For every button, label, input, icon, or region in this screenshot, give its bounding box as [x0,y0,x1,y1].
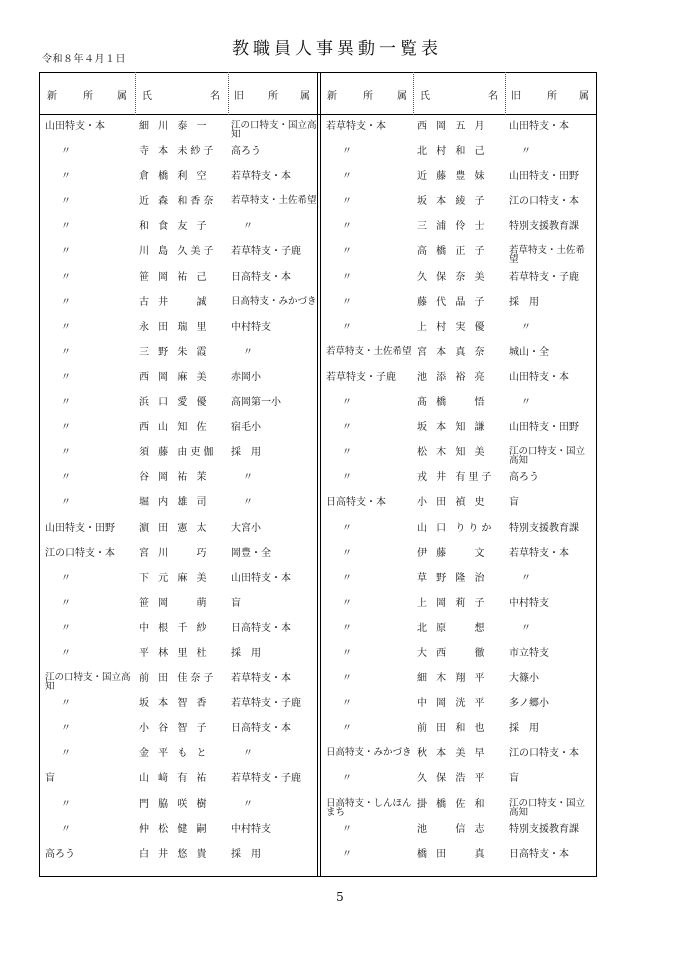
new-post-right: 〃 [342,146,352,158]
old-post-right: 江の口特支・国立高知 [509,446,586,467]
old-post-right: 若草特支・土佐希望 [509,245,586,266]
staff-name-right: 宮 本 真 奈 [417,346,488,358]
new-post-right: 〃 [342,472,352,484]
old-post-left: 採 用 [231,447,261,459]
new-post-left: 〃 [61,572,71,584]
staff-name-right: 坂 本 知 謙 [417,422,488,434]
old-post-right: 若草特支・本 [509,547,569,559]
staff-name-right: 久 保 浩 平 [417,773,488,785]
new-post-right: 〃 [342,296,352,308]
old-post-right: 市立特支 [509,647,549,659]
header-name-left: 氏 名 [142,91,220,102]
old-post-right: 特別支援教育課 [509,221,579,233]
header-sep [413,72,414,115]
table-row [39,369,597,394]
old-post-right: 〃 [521,572,531,584]
staff-name-left: 門 脇 咲 樹 [139,798,210,810]
new-post-left: 〃 [61,748,71,760]
staff-name-right: 池 添 裕 亮 [417,371,488,383]
staff-name-left: 寺 本 未紗子 [139,146,217,158]
old-post-right: 採 用 [509,723,539,735]
header-old-right: 旧 所 属 [511,91,589,102]
staff-name-left: 浜 口 愛 優 [139,397,210,409]
new-post-left: 江の口特支・本 [45,547,115,559]
old-post-right: 高ろう [509,472,539,484]
table-row [39,469,597,494]
old-post-left: 若草特支・子鹿 [231,698,301,710]
old-post-left: 高岡第一小 [231,397,281,409]
table-row [39,319,597,344]
new-post-left: 〃 [61,196,71,208]
old-post-left: 日高特支・本 [231,622,291,634]
staff-name-left: 谷 岡 祐 茉 [139,472,210,484]
new-post-left: 〃 [61,497,71,509]
new-post-right: 〃 [342,171,352,183]
staff-name-left: 堀 内 雄 司 [139,497,210,509]
new-post-right: 若草特支・本 [326,121,386,132]
staff-name-right: 坂 本 綾 子 [417,196,488,208]
header-name-right: 氏 名 [420,91,498,102]
new-post-left: 山田特支・本 [45,121,105,132]
table-row [39,520,597,545]
staff-name-left: 小 谷 智 子 [139,723,210,735]
new-post-left: 〃 [61,271,71,283]
new-post-left: 〃 [61,146,71,158]
staff-name-left: 山 﨑 有 祐 [139,773,210,785]
old-post-right: 〃 [521,622,531,634]
old-post-left: 山田特支・本 [231,572,291,584]
table-row [39,670,597,695]
new-post-left: 高ろう [45,848,75,860]
staff-name-right: 小 田 禎 史 [417,497,488,509]
old-post-left: 採 用 [231,647,261,659]
staff-name-left: 和 食 友 子 [139,221,210,233]
staff-name-left: 平 林 里 杜 [139,647,210,659]
old-post-left: 若草特支・土佐希望 [231,195,317,207]
old-post-left: 〃 [243,748,253,760]
staff-name-left: 須 藤 由吏伽 [139,447,217,459]
old-post-right: 日高特支・本 [509,848,569,860]
new-post-right: 〃 [342,522,352,534]
staff-name-left: 中 根 千 紗 [139,622,210,634]
old-post-left: 盲 [231,597,241,609]
old-post-left: 〃 [243,472,253,484]
new-post-right: 〃 [342,698,352,710]
table-row [39,821,597,846]
header-sep [228,72,229,115]
old-post-right: 城山・全 [509,346,549,358]
table-row [39,745,597,770]
staff-name-right: 細 木 翔 平 [417,673,488,685]
new-post-right: 〃 [342,673,352,685]
old-post-right: 盲 [509,497,519,509]
table-row [39,720,597,745]
table-row [39,444,597,469]
table-row [39,796,597,821]
new-post-right: 〃 [342,196,352,208]
table-row [39,570,597,595]
new-post-left: 〃 [61,422,71,434]
old-post-left: 若草特支・子鹿 [231,246,301,258]
new-post-right: 〃 [342,422,352,434]
old-post-right: 特別支援教育課 [509,823,579,835]
old-post-right: 盲 [509,773,519,785]
staff-name-left: 西 岡 麻 美 [139,371,210,383]
new-post-right: 〃 [342,447,352,459]
new-post-left: 〃 [61,171,71,183]
staff-name-right: 北 村 和 己 [417,146,488,158]
old-post-right: 大篠小 [509,673,539,685]
staff-name-right: 橋 田 真 [417,848,488,860]
new-post-right: 〃 [342,723,352,735]
staff-name-left: 川 島 久美子 [139,246,217,258]
table-row [39,494,597,519]
staff-name-right: 中 岡 洸 平 [417,698,488,710]
new-post-right: 日高特支・みかづき [326,747,412,759]
new-post-left: 〃 [61,296,71,308]
old-post-right: 〃 [521,397,531,409]
header-new-right: 新 所 属 [327,91,407,102]
staff-name-left: 仲 松 健 嗣 [139,823,210,835]
new-post-left: 〃 [61,447,71,459]
old-post-left: 高ろう [231,146,261,158]
staff-name-left: 白 井 悠 貴 [139,848,210,860]
header-sep [505,72,506,115]
staff-name-right: 伊 藤 文 [417,547,488,559]
old-post-left: 若草特支・本 [231,673,291,685]
staff-name-right: 掛 橋 佐 和 [417,798,488,810]
staff-name-left: 近 森 和香奈 [139,196,217,208]
staff-name-left: 濵 田 憲 太 [139,522,210,534]
table-row [39,193,597,218]
new-post-right: 〃 [342,271,352,283]
staff-name-left: 金 平 も と [139,748,210,760]
old-post-right: 特別支援教育課 [509,522,579,534]
staff-name-right: 高 橋 正 子 [417,246,488,258]
old-post-left: 日高特支・本 [231,271,291,283]
new-post-left: 〃 [61,371,71,383]
staff-name-left: 西 山 知 佐 [139,422,210,434]
table-row [39,770,597,795]
staff-name-right: 秋 本 美 早 [417,748,488,760]
new-post-left: 山田特支・田野 [45,522,115,534]
old-post-right: 山田特支・田野 [509,422,579,434]
staff-name-left: 坂 本 智 香 [139,698,210,710]
new-post-left: 〃 [61,346,71,358]
old-post-left: 採 用 [231,848,261,860]
staff-name-left: 笹 岡 祐 己 [139,271,210,283]
old-post-left: 日高特支・みかづき [231,295,317,307]
new-post-left: 〃 [61,246,71,258]
table-row [39,419,597,444]
personnel-table [39,118,597,871]
new-post-right: 〃 [342,321,352,333]
new-post-left: 〃 [61,723,71,735]
new-post-left: 〃 [61,798,71,810]
old-post-left: 宿毛小 [231,422,261,434]
staff-name-left: 笹 岡 萌 [139,597,210,609]
old-post-right: 江の口特支・国立高知 [509,797,586,818]
table-row [39,294,597,319]
staff-name-right: 藤 代 晶 子 [417,296,488,308]
staff-name-right: 近 藤 豊 妹 [417,171,488,183]
table-row [39,243,597,268]
old-post-right: 〃 [521,146,531,158]
staff-name-right: 草 野 隆 治 [417,572,488,584]
staff-name-right: 北 原 想 [417,622,488,634]
new-post-right: 〃 [342,622,352,634]
old-post-right: 〃 [521,321,531,333]
staff-name-right: 久 保 奈 美 [417,271,488,283]
table-row [39,620,597,645]
staff-name-right: 上 岡 莉 子 [417,597,488,609]
table-row [39,218,597,243]
staff-name-right: 松 木 知 美 [417,447,488,459]
new-post-left: 〃 [61,622,71,634]
table-row [39,344,597,369]
staff-name-left: 細 川 泰 一 [139,121,210,132]
staff-name-right: 上 村 実 優 [417,321,488,333]
old-post-right: 山田特支・本 [509,121,569,132]
staff-name-left: 宮 川 巧 [139,547,210,559]
table-row [39,394,597,419]
new-post-left: 〃 [61,472,71,484]
old-post-right: 中村特支 [509,597,549,609]
old-post-left: 江の口特支・国立高知 [231,120,317,140]
table-row [39,143,597,168]
staff-name-right: 前 田 和 也 [417,723,488,735]
staff-name-right: 西 岡 五 月 [417,121,488,132]
old-post-left: 〃 [243,497,253,509]
staff-name-left: 古 井 誠 [139,296,210,308]
staff-name-left: 下 元 麻 美 [139,572,210,584]
header-rule [39,114,597,115]
new-post-left: 〃 [61,823,71,835]
new-post-left: 〃 [61,647,71,659]
table-row [39,645,597,670]
page-number: 5 [336,890,344,904]
old-post-left: 〃 [243,346,253,358]
document-date: 令和８年４月１日 [42,54,126,65]
new-post-left: 〃 [61,321,71,333]
old-post-right: 若草特支・子鹿 [509,271,579,283]
old-post-right: 江の口特支・本 [509,196,579,208]
table-row [39,269,597,294]
old-post-right: 採 用 [509,296,539,308]
new-post-left: 〃 [61,597,71,609]
staff-name-left: 倉 橋 利 空 [139,171,210,183]
table-row [39,118,597,143]
new-post-left: 江の口特支・国立高知 [45,672,131,693]
staff-name-right: 池 信 志 [417,823,488,835]
new-post-right: 日高特支・しんほんまち [326,797,412,818]
new-post-right: 〃 [342,823,352,835]
table-row [39,695,597,720]
old-post-left: 中村特支 [231,321,271,333]
old-post-left: 日高特支・本 [231,723,291,735]
new-post-right: 〃 [342,597,352,609]
staff-name-right: 戎 井 有里子 [417,472,495,484]
staff-name-right: 三 浦 伶 士 [417,221,488,233]
header-old-left: 旧 所 属 [234,91,310,102]
new-post-right: 〃 [342,246,352,258]
old-post-left: 赤岡小 [231,371,261,383]
staff-name-left: 前 田 佳奈子 [139,673,217,685]
old-post-left: 若草特支・子鹿 [231,773,301,785]
table-row [39,545,597,570]
new-post-right: 〃 [342,647,352,659]
old-post-left: 若草特支・本 [231,171,291,183]
table-row [39,846,597,871]
old-post-left: 岡豊・全 [231,547,271,559]
new-post-left: 〃 [61,221,71,233]
staff-name-right: 山 口 りりか [417,522,495,534]
old-post-left: 中村特支 [231,823,271,835]
header-new-left: 新 所 属 [47,91,127,102]
new-post-left: 盲 [45,773,55,785]
new-post-right: 〃 [342,221,352,233]
old-post-right: 多ノ郷小 [509,698,549,710]
staff-name-right: 髙 橋 悟 [417,397,488,409]
old-post-right: 江の口特支・本 [509,748,579,760]
new-post-right: 若草特支・子鹿 [326,371,396,383]
old-post-right: 山田特支・本 [509,371,569,383]
staff-name-right: 大 西 徹 [417,647,488,659]
page-title: 教職員人事異動一覧表 [232,39,442,59]
old-post-left: 〃 [243,221,253,233]
new-post-right: 〃 [342,572,352,584]
new-post-right: 〃 [342,397,352,409]
new-post-right: 日高特支・本 [326,497,386,509]
table-row [39,595,597,620]
new-post-left: 〃 [61,698,71,710]
staff-name-left: 三 野 朱 霞 [139,346,210,358]
new-post-right: 〃 [342,848,352,860]
old-post-right: 山田特支・田野 [509,171,579,183]
header-sep [135,72,136,115]
table-row [39,168,597,193]
new-post-right: 〃 [342,547,352,559]
old-post-left: 〃 [243,798,253,810]
staff-name-left: 永 田 瑞 里 [139,321,210,333]
new-post-right: 〃 [342,773,352,785]
old-post-left: 大宮小 [231,522,261,534]
new-post-left: 〃 [61,397,71,409]
new-post-right: 若草特支・土佐希望 [326,345,412,357]
